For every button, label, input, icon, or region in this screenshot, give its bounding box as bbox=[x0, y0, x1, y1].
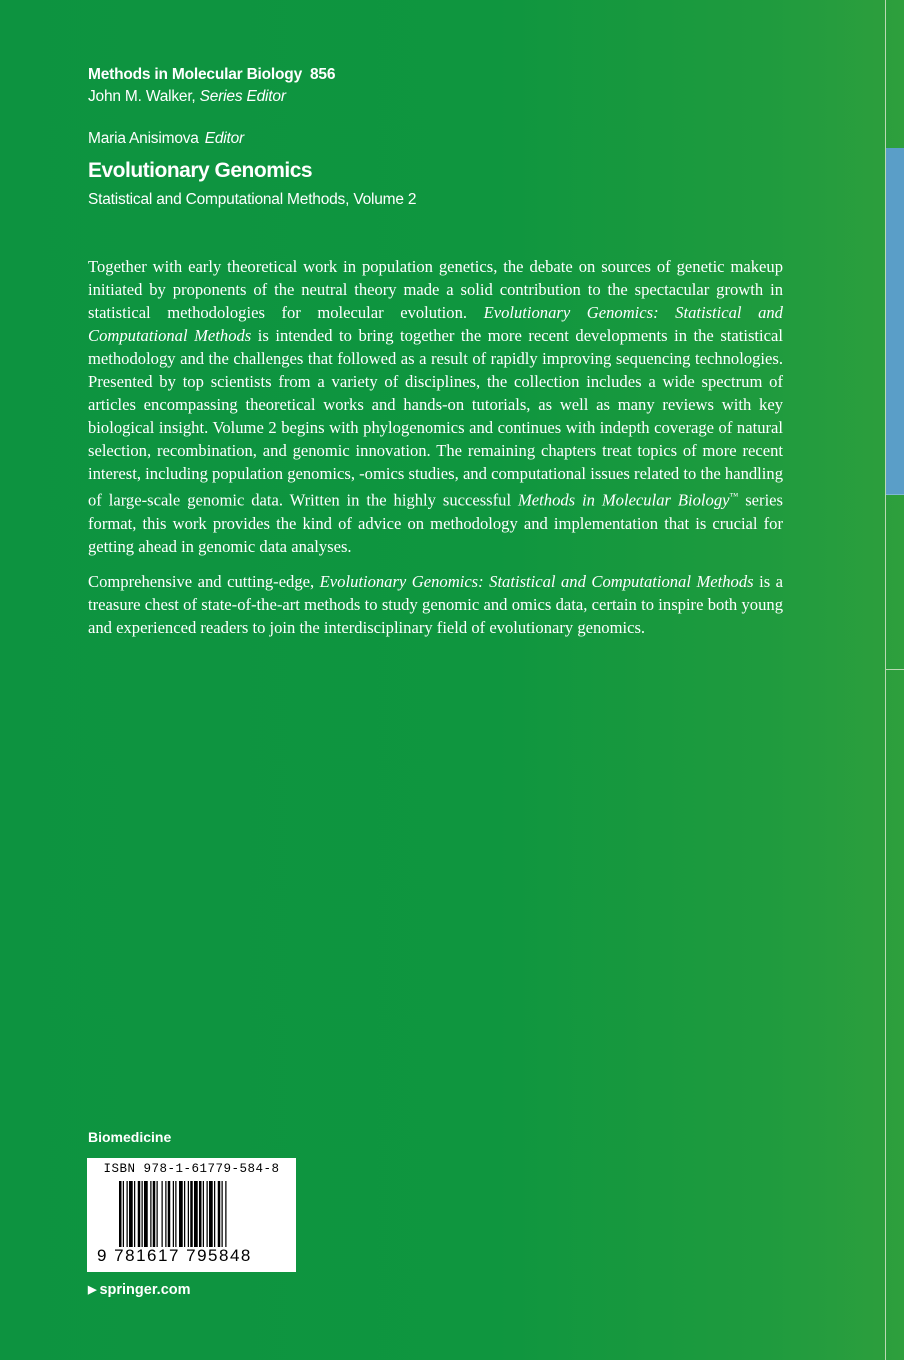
category-label: Biomedicine bbox=[88, 1129, 172, 1145]
barcode-icon bbox=[119, 1181, 269, 1247]
barcode-digits: 9 781617 795848 bbox=[97, 1246, 252, 1265]
p2-text-b: is a treasure chest of state-of-the-art methods to study genomic and omics data, certain to inspire both young and experienced readers to join the interdisciplinary field of evolutionary genomics. bbox=[88, 571, 783, 637]
series-editor-name: John M. Walker, bbox=[88, 88, 196, 105]
spine-color-band bbox=[886, 148, 904, 494]
p1-text-b: is intended to bring together the more recent developments in the statistical methodology and the challenges that followed as a result of rapidly improving sequencing technologies. Presented by top scientists from a variety of disciplines, the collection includes a wide spectrum of articles encompassing theoretical works and hands-on tutorials, as well as many reviews with key biological insight. Volume 2 begins with phylogenomics and continues with indepth coverage of natural selection, recombination, and genomic innovation. The remaining chapters treat topics of more recent interest, including population genomics, -omics studies, and computational issues related to the handling of large-scale genomic data. Written in the highly successful bbox=[88, 326, 783, 510]
p1-italic-b: Methods in Molecular Biology bbox=[517, 490, 730, 510]
p2-italic-a: Evolutionary Genomics: Statistical and Computational Methods bbox=[319, 571, 754, 591]
series-editor bbox=[88, 86, 335, 108]
spine-mark bbox=[886, 669, 904, 670]
volume-editor-name: Maria Anisimova bbox=[88, 130, 199, 147]
description-paragraph-1 bbox=[88, 255, 783, 558]
book-subtitle: Statistical and Computational Methods, Volume 2 bbox=[88, 191, 417, 208]
spine-mark bbox=[886, 494, 904, 495]
description bbox=[88, 255, 783, 651]
p2-text-a: Comprehensive and cutting-edge, bbox=[88, 571, 320, 591]
isbn-barcode-box bbox=[87, 1158, 296, 1272]
trademark-symbol: ™ bbox=[729, 491, 739, 501]
series-title bbox=[88, 64, 335, 86]
volume-editor-role: Editor bbox=[204, 130, 245, 147]
publisher-link[interactable] bbox=[88, 1280, 191, 1301]
description-paragraph-2 bbox=[88, 570, 783, 639]
p1-text-a: Together with early theoretical work in population genetics, the debate on sources of genetic makeup initiated by proponents of the neutral theory made a solid contribution to the spectacular growth in statistical methodologies for molecular evolution. bbox=[88, 257, 783, 322]
series-number: 856 bbox=[310, 66, 336, 83]
arrow-right-icon: ▶ bbox=[88, 1284, 97, 1296]
volume-editor bbox=[88, 128, 244, 150]
isbn-label: ISBN 978-1-61779-584-8 bbox=[103, 1162, 280, 1176]
publisher-url: springer.com bbox=[99, 1282, 191, 1298]
p1-italic-a: Evolutionary Genomics: Statistical and Computational Methods bbox=[88, 303, 783, 345]
series-editor-role: Series Editor bbox=[199, 88, 286, 105]
series-name: Methods in Molecular Biology bbox=[88, 66, 302, 83]
series-block bbox=[88, 64, 335, 108]
book-title: Evolutionary Genomics bbox=[88, 159, 313, 182]
p1-text-c: series format, this work provides the kind of advice on methodology and implementation that is crucial for getting ahead in genomic data analyses. bbox=[88, 490, 784, 556]
